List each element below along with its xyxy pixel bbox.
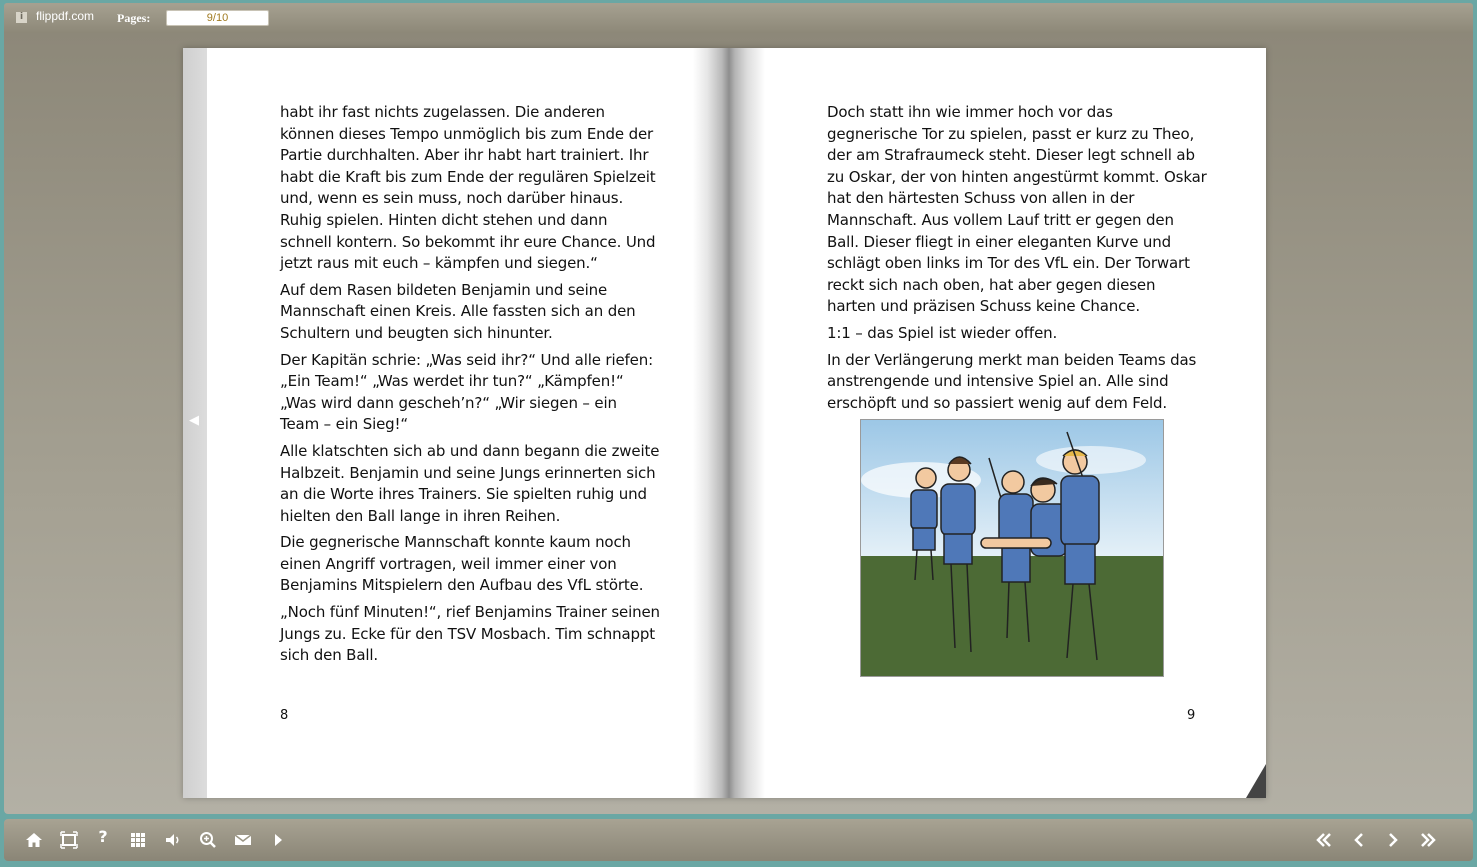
top-toolbar <box>4 3 1473 33</box>
fullscreen-icon[interactable] <box>56 827 82 853</box>
team-celebration-drawing <box>861 420 1163 676</box>
page-number-input[interactable] <box>166 10 269 26</box>
book-spread[interactable] <box>183 48 1266 798</box>
right-page-text <box>827 102 1207 419</box>
help-icon[interactable]: ? <box>98 827 108 846</box>
home-icon[interactable] <box>21 827 47 853</box>
paragraph: habt ihr fast nichts zugelassen. Die anderen können dieses Tempo unmöglich bis zum Ende der Partie durchhalten. Aber ihr habt hart trainiert. Ihr habt die Kraft bis zum Ende der regulären Spielzeit und, wenn es sein muss, noch darüber hinaus. Ruhig spielen. Hinten dicht stehen und dann schnell kontern. So bekommt ihr eure Chance. Und jetzt raus mit euch – kämpfen und siegen.“ <box>280 103 656 273</box>
right-page-number: 9 <box>1187 708 1196 723</box>
book-stage <box>4 33 1473 814</box>
next-page-icon[interactable] <box>1380 827 1406 853</box>
zoom-icon[interactable] <box>195 827 221 853</box>
paragraph: Der Kapitän schrie: „Was seid ihr?“ Und alle riefen: „Ein Team!“ „Was werdet ihr tun?“ „Kämpfen!“ „Was wird dann gescheh’n?“ „Wir siegen – ein Team – ein Sieg!“ <box>280 350 654 434</box>
previous-page-edge[interactable] <box>183 48 207 798</box>
paragraph: 1:1 – das Spiel ist wieder offen. <box>827 323 1058 342</box>
pages-label: Pages: <box>117 11 151 25</box>
info-icon[interactable]: i <box>16 12 27 23</box>
previous-page-arrow-icon[interactable]: ◀ <box>189 413 199 428</box>
paragraph: Alle klatschten sich ab und dann begann die zweite Halbzeit. Benjamin und seine Jungs erinnerten sich an die Worte ihres Trainers. Sie spielten ruhig und hielten den Ball lange in ihren Reihen. <box>280 441 660 525</box>
sound-icon[interactable] <box>160 827 186 853</box>
paragraph: In der Verlängerung merkt man beiden Teams das anstrengende und intensive Spiel an. Alle sind erschöpft und so passiert wenig auf dem Feld. <box>827 350 1197 412</box>
left-page-number: 8 <box>280 708 289 723</box>
email-icon[interactable] <box>230 827 256 853</box>
previous-page-icon[interactable] <box>1346 827 1372 853</box>
paragraph: Doch statt ihn wie immer hoch vor das gegnerische Tor zu spielen, passt er kurz zu Theo, der am Strafraumeck steht. Dieser legt schnell ab zu Oskar, der von hinten angestürmt kommt. Oskar hat den härtesten Schuss von allen in der Mannschaft. Aus vollem Lauf tritt er gegen den Ball. Dieser fliegt in einer eleganten Kurve und schlägt oben links im Tor des VfL ein. Der Torwart reckt sich nach oben, hat aber gegen diesen harten und präzisen Schuss keine Chance. <box>827 103 1207 316</box>
bottom-toolbar <box>4 819 1473 861</box>
book-spine <box>693 48 765 798</box>
first-page-icon[interactable] <box>1311 827 1337 853</box>
paragraph: Die gegnerische Mannschaft konnte kaum noch einen Angriff vortragen, weil immer einer von Benjamins Mitspielern den Aufbau des VfL störte. <box>280 533 644 595</box>
last-page-icon[interactable] <box>1415 827 1441 853</box>
thumbnails-icon[interactable] <box>125 827 151 853</box>
paragraph: „Noch fünf Minuten!“, rief Benjamins Trainer seinen Jungs zu. Ecke für den TSV Mosbach. Tim schnappt sich den Ball. <box>280 603 660 665</box>
football-team-illustration <box>860 419 1164 677</box>
left-page-text <box>280 102 660 672</box>
site-name[interactable]: flippdf.com <box>36 9 95 23</box>
paragraph: Auf dem Rasen bildeten Benjamin und seine Mannschaft einen Kreis. Alle fassten sich an den Schultern und beugten sich hinunter. <box>280 280 636 342</box>
page-corner-turn[interactable] <box>1246 764 1266 798</box>
autoplay-icon[interactable] <box>265 827 291 853</box>
